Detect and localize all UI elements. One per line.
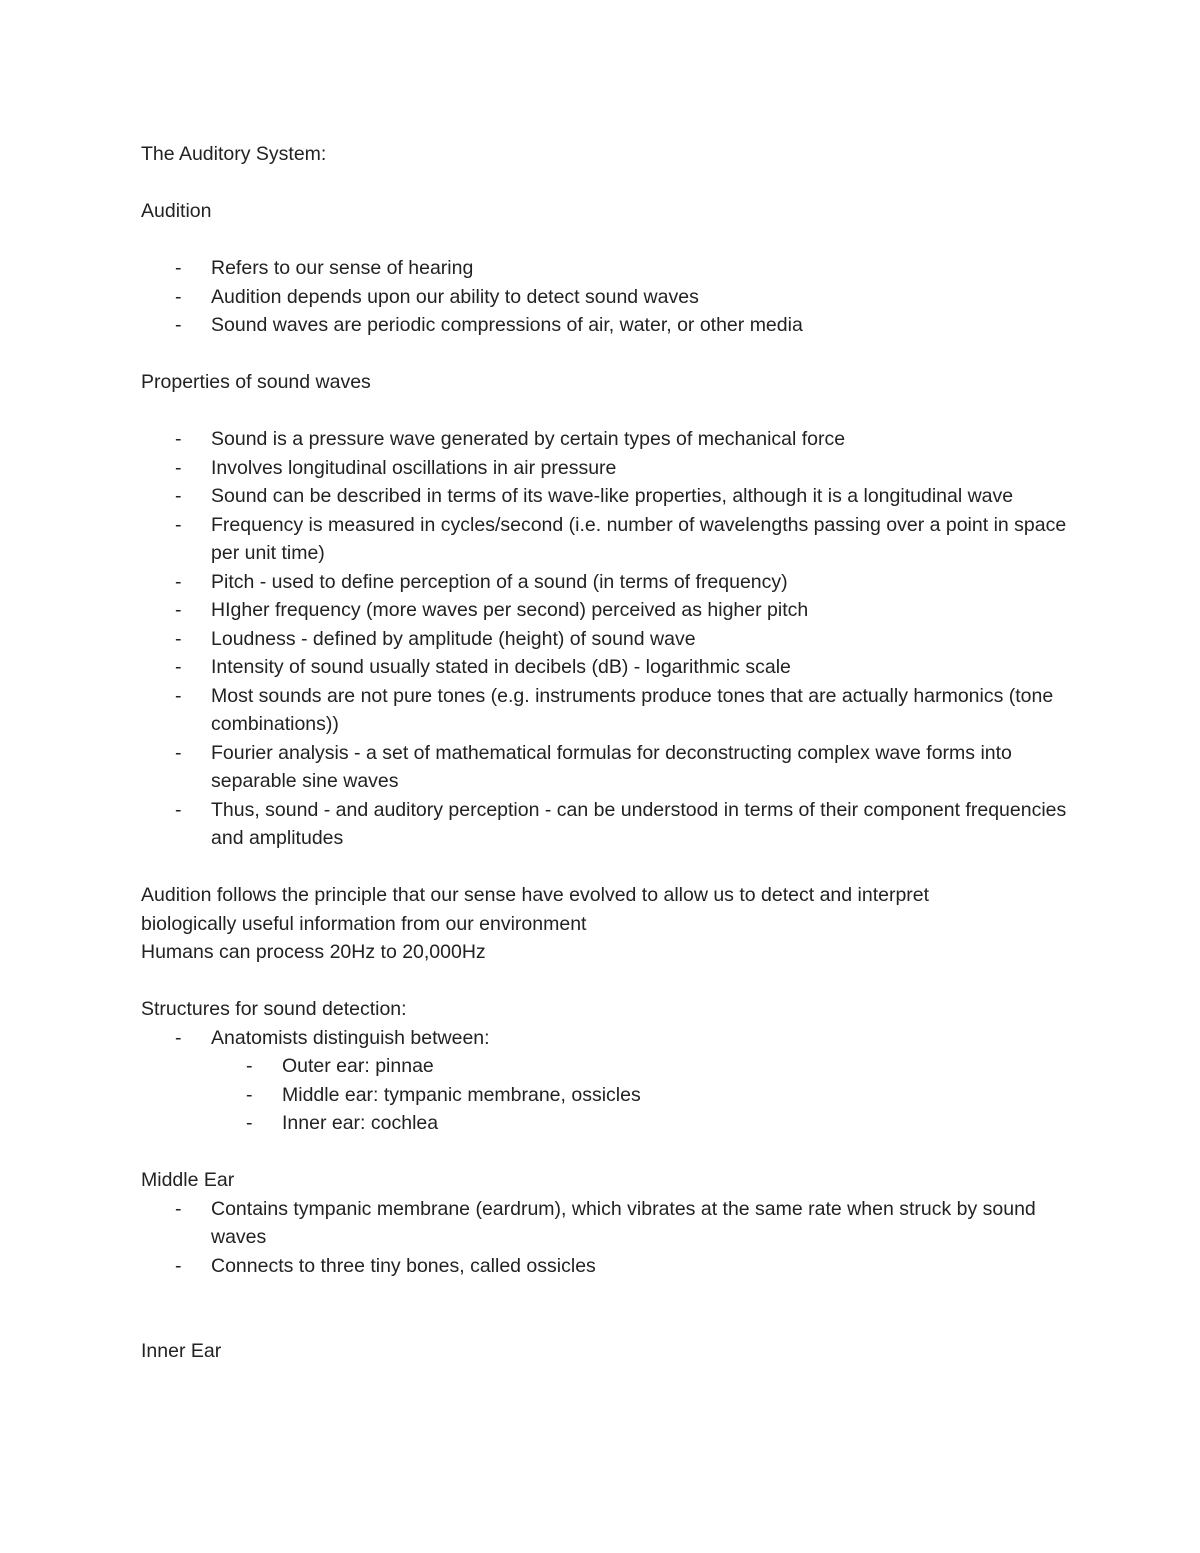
audition-item: - Sound waves are periodic compressions of air, water, or other media <box>141 311 1071 340</box>
document-body <box>141 140 1071 1366</box>
bullet-dash: - <box>175 314 182 336</box>
principle-line: biologically useful information from our environment <box>141 912 587 935</box>
properties-item: - Loudness - defined by amplitude (height) of sound wave <box>141 625 1071 654</box>
bullet-dash: - <box>175 627 182 650</box>
structures-subitem: - Outer ear: pinnae <box>141 1052 1071 1081</box>
bullet-dash: - <box>175 1254 182 1277</box>
properties-heading: Properties of sound waves <box>141 371 371 393</box>
audition-item: - Refers to our sense of hearing <box>141 254 1071 283</box>
properties-item: - Intensity of sound usually stated in decibels (dB) - logarithmic scale <box>141 653 1071 682</box>
bullet-dash: - <box>175 599 182 621</box>
bullet-dash: - <box>246 1083 253 1106</box>
bullet-dash: - <box>175 741 182 764</box>
properties-item: - HIgher frequency (more waves per second) perceived as higher pitch <box>141 596 1071 625</box>
properties-item: - Pitch - used to define perception of a sound (in terms of frequency) <box>141 568 1071 597</box>
bullet-dash: - <box>175 257 182 279</box>
principle-line: Audition follows the principle that our sense have evolved to allow us to detect and interpret <box>141 884 930 906</box>
middle-ear-item: - Contains tympanic membrane (eardrum), which vibrates at the same rate when struck by sound waves <box>141 1195 1071 1252</box>
properties-item: - Most sounds are not pure tones (e.g. instruments produce tones that are actually harmonics (tone combinations)) <box>141 682 1071 739</box>
properties-item: - Frequency is measured in cycles/second (i.e. number of wavelengths passing over a point in space per unit time) <box>141 511 1071 568</box>
bullet-dash: - <box>175 485 182 507</box>
structures-heading: Structures for sound detection: <box>141 998 407 1020</box>
bullet-dash: - <box>175 285 182 308</box>
structures-subitem: - Middle ear: tympanic membrane, ossicles <box>141 1081 1071 1110</box>
bullet-dash: - <box>175 1197 182 1220</box>
structures-subitem: - Inner ear: cochlea <box>141 1109 1071 1138</box>
bullet-dash: - <box>175 456 182 479</box>
bullet-dash: - <box>175 656 182 678</box>
properties-item: - Sound is a pressure wave generated by certain types of mechanical force <box>141 425 1071 454</box>
bullet-dash: - <box>175 798 182 821</box>
document-title: The Auditory System: <box>141 143 327 165</box>
properties-item: - Fourier analysis - a set of mathematical formulas for deconstructing complex wave forms into separable sine waves <box>141 739 1071 796</box>
bullet-dash: - <box>175 1026 182 1049</box>
bullet-dash: - <box>175 428 182 450</box>
audition-item: - Audition depends upon our ability to detect sound waves <box>141 283 1071 312</box>
bullet-dash: - <box>246 1112 253 1134</box>
bullet-dash: - <box>175 570 182 593</box>
properties-item: - Thus, sound - and auditory perception - can be understood in terms of their component frequencies and amplitudes <box>141 796 1071 853</box>
properties-item: - Involves longitudinal oscillations in air pressure <box>141 454 1071 483</box>
audition-heading: Audition <box>141 200 212 222</box>
hearing-range-line: Humans can process 20Hz to 20,000Hz <box>141 941 486 963</box>
properties-item: - Sound can be described in terms of its wave-like properties, although it is a longitudinal wave <box>141 482 1071 511</box>
bullet-dash: - <box>175 513 182 536</box>
bullet-dash: - <box>175 684 182 707</box>
middle-ear-item: - Connects to three tiny bones, called ossicles <box>141 1252 1071 1281</box>
bullet-dash: - <box>246 1055 253 1077</box>
structures-intro-item: - Anatomists distinguish between: <box>141 1024 1071 1053</box>
inner-ear-heading: Inner Ear <box>141 1340 222 1362</box>
middle-ear-heading: Middle Ear <box>141 1169 235 1191</box>
